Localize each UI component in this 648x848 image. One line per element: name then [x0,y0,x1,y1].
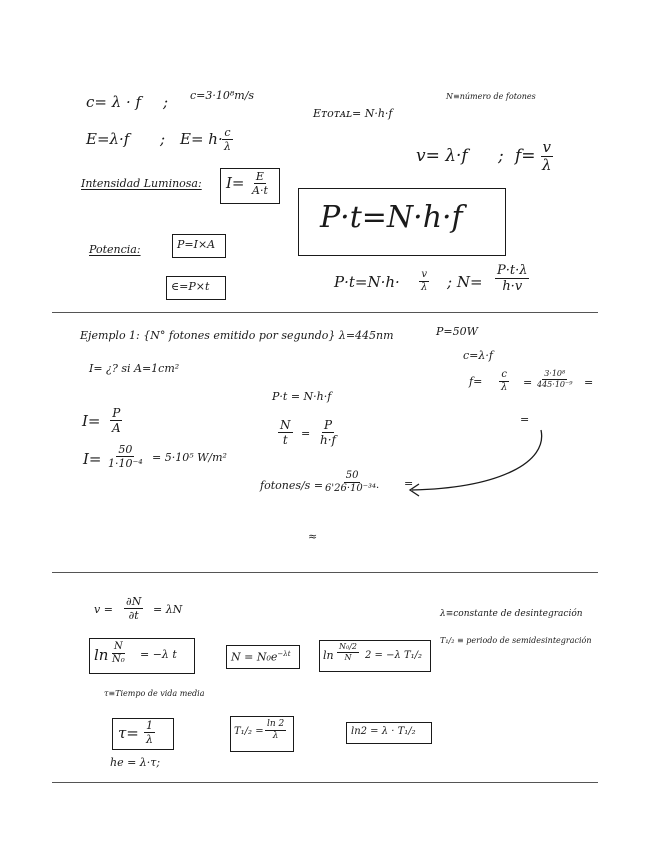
eq-rate-rhs: = λN [153,603,183,616]
eq-f-lhs: f= [469,375,483,388]
eq-i-lhs: I= [82,412,101,430]
eq-n-lhs: ; N= [447,273,483,291]
eq-rate-lhs: v = [94,603,113,616]
denominator: λ [224,140,231,153]
denominator: 445·10⁻⁹ [537,380,573,389]
example-power: P=50W [436,325,478,338]
denominator: λ [421,282,428,293]
def-mean-lifetime: τ≡Tiempo de vida media [104,689,205,698]
eq-ln-rhs: = −λ t [140,648,177,661]
numerator: v [542,138,551,156]
eq-ln-fraction [110,642,127,665]
numerator: 50 [118,443,133,456]
separator: ; [160,130,166,148]
eq-main: P·t=N·h·f [320,200,463,235]
numerator: 1 [146,719,153,732]
eq-ln2-rhs: 2 = −λ T₁/₂ [365,650,423,661]
eq-ln2-fraction [337,643,359,662]
numerator: P·t·λ [497,263,528,278]
denominator: A [112,421,121,435]
equals-sign: = [520,413,530,426]
eq-half-life-fraction [265,720,286,741]
equals-sign: = [404,477,414,490]
numerator: c [224,126,231,139]
eq-velocity: v= λ·f [416,146,468,166]
note-photon-number: N≡número de fotones [446,92,536,101]
eq-energy-total: Eᴛᴏᴛᴀʟ= N·h·f [313,107,393,120]
equals-sign: = [301,427,311,440]
def-decay-constant: λ≡constante de desintegración [440,609,583,619]
eq-pt-nhf: P·t = N·h·f [272,390,332,403]
eq-he: he = λ·τ; [110,756,161,769]
eq-photons-lhs: fotones/s = [260,479,324,492]
separator: ; [163,93,169,111]
eq-rate-fraction [124,596,143,621]
section-divider [52,782,598,783]
label-power: Potencia: [89,243,141,256]
eq-exp-exponent: −λt [277,650,291,658]
section-divider [52,572,598,573]
denominator: λ [501,382,508,393]
label-luminous-intensity: Intensidad Luminosa: [81,177,202,190]
denominator: λ [542,156,552,174]
numerator: N [280,418,291,432]
numerator: E [255,170,264,183]
denominator: 6'26·10⁻³⁴· [325,483,380,494]
eq-tau-fraction [144,720,155,745]
eq-ln2-relation: ln2 = λ · T₁/₂ [351,726,416,737]
approx-sign: ≈ [308,530,318,543]
eq-ln2-lhs: ln [323,649,334,662]
eq-tau-lhs: τ= [118,724,139,742]
arrow-curve [412,430,542,490]
denominator: N₀ [112,654,125,665]
numerator: 50 [345,470,359,481]
denominator: h·v [502,279,523,294]
eq-speed-of-light: c= λ · f [86,93,142,111]
numerator: N₀/2 [339,642,357,651]
denominator: λ [146,733,153,746]
denominator: N [344,653,352,662]
denominator: 1·10⁻⁴ [108,457,143,470]
def-half-life: T₁/₂ ≡ periodo de semidesintegración [440,636,592,645]
eq-power: P=I×A [177,238,216,251]
eq-i2-result: = 5·10⁵ W/m² [152,451,227,464]
eq-intensity-lhs: I= [226,174,245,192]
denominator: t [282,433,288,447]
denominator: h·f [320,433,336,447]
numerator: 3·10⁸ [544,369,566,378]
numerator: c [501,369,507,380]
numerator: ln 2 [267,719,285,729]
eq-frequency-lhs: f= [515,146,536,166]
eq-i2-lhs: I= [83,450,102,468]
denominator: ∂t [128,609,139,622]
numerator: v [421,269,427,280]
numerator: N [114,641,123,652]
eq-energy: E=λ·f [86,130,130,148]
numerator: P [112,406,121,420]
denominator: λ [272,731,279,741]
equals-sign: = [523,376,533,389]
numerator: P [323,418,333,432]
eq-ln-lhs: ln [94,646,109,664]
denominator: A·t [252,184,268,197]
eq-half-life-lhs: T₁/₂ = [234,726,264,737]
eq-c-lambda: c=λ·f [463,349,493,362]
example-statement: Ejemplo 1: {N° fotones emitido por segundo} λ=445nm [80,329,394,342]
example-question: I= ¿? si A=1cm² [89,362,180,375]
eq-exp [231,651,291,663]
equals-sign: = [584,376,594,389]
eq-c-value: c=3·10⁸m/s [190,89,255,102]
separator: ; [498,146,504,166]
eq-pt-lhs: P·t=N·h· [334,273,400,291]
eq-epsilon: ∈=P×t [171,280,210,293]
eq-exp-base: N = N₀e [231,650,278,664]
numerator: ∂N [126,595,142,608]
eq-energy-2-lhs: E= h· [180,130,223,148]
